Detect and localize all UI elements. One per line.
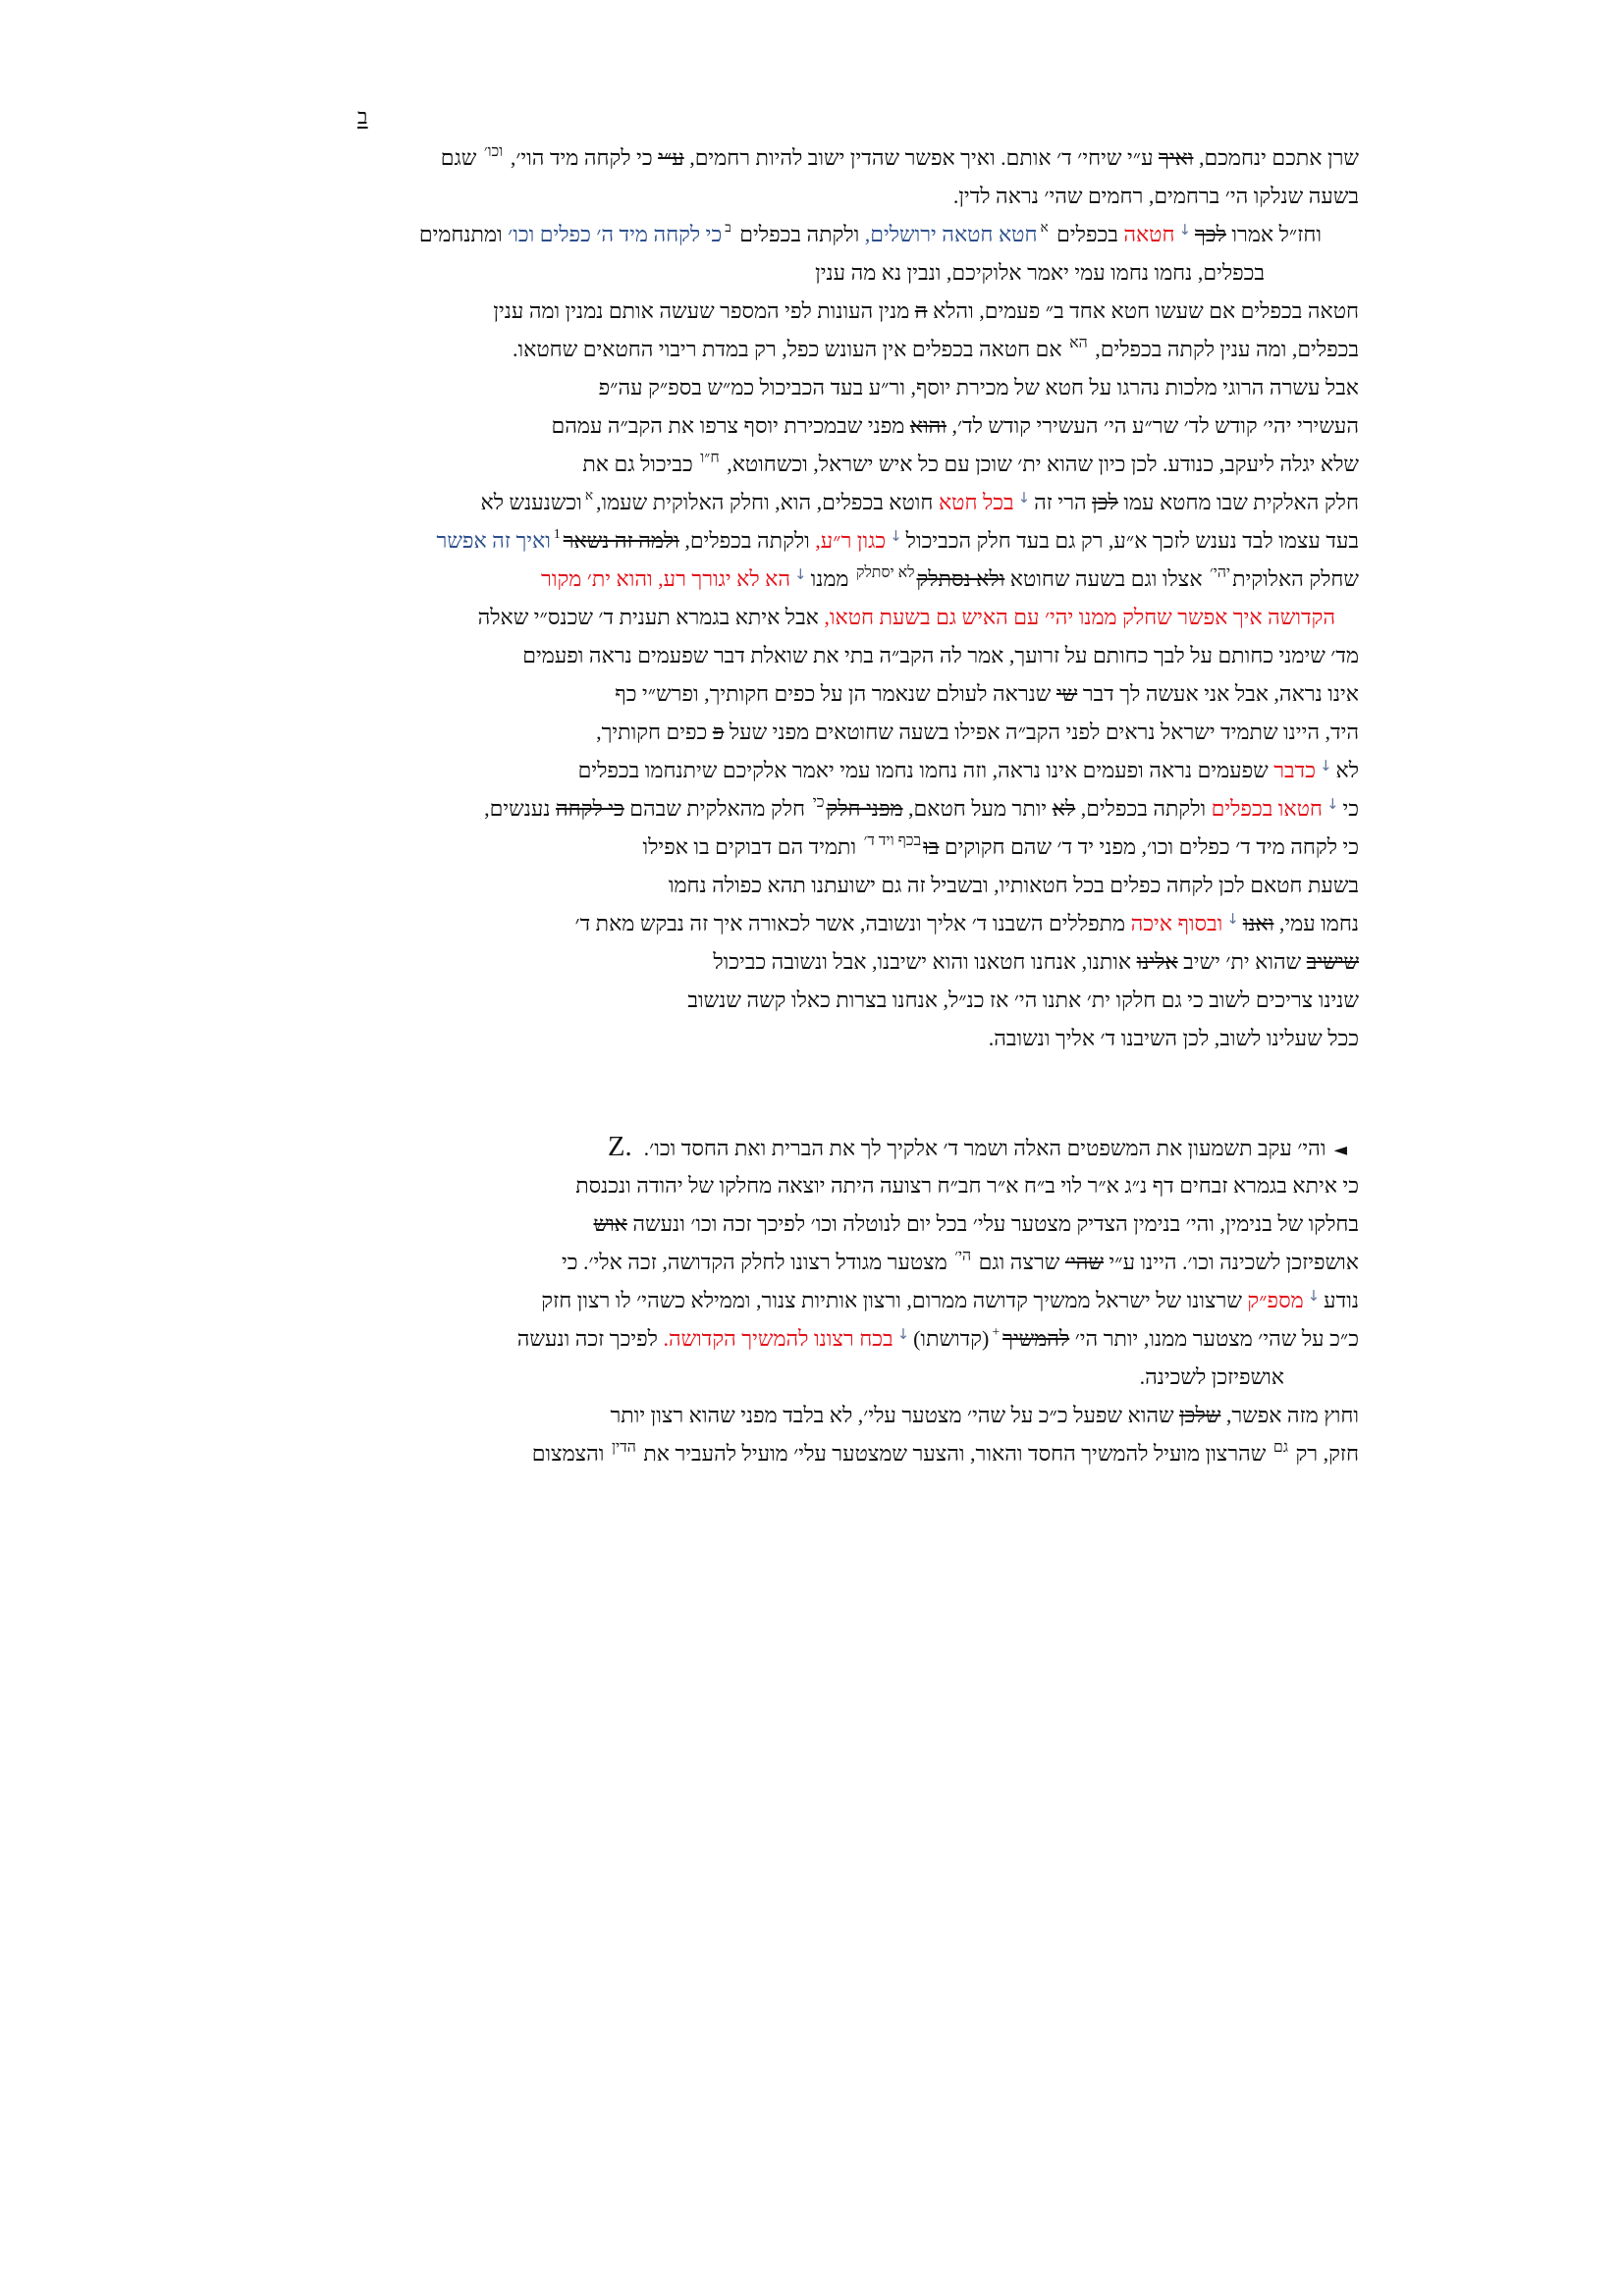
struck-text: ולמה זה נשאר — [563, 528, 679, 553]
text-line — [259, 406, 1359, 445]
text-segment: מנין העונות לפי המספר שעשה אותם נמנין ומה ענין — [493, 298, 915, 323]
struck-text: ואיך — [1159, 145, 1194, 170]
insertion-arrow-icon: ↓ — [1178, 221, 1192, 240]
text-line — [259, 751, 1359, 789]
red-highlighted-text: הקדושה איך אפשר שחלק ממנו יהי׳ עם האיש גם בשעת חטאו, — [824, 605, 1335, 629]
struck-text: מפני חלק — [826, 796, 903, 821]
struck-text: אלינו — [1136, 949, 1178, 974]
text-segment: ולקתה בכפלים — [733, 222, 865, 246]
insertion-arrow-icon: ↓ — [1017, 489, 1031, 507]
footnote-marker: א — [584, 488, 593, 504]
text-segment: ממנו — [810, 566, 854, 591]
inserted-text: גם — [1272, 1438, 1288, 1456]
text-line — [259, 138, 1359, 177]
inserted-text: כי — [812, 793, 825, 811]
page-letter-marker: ב — [357, 104, 368, 129]
text-segment: בכפלים, ומה ענין לקתה בכפלים, — [1089, 337, 1359, 361]
insertion-arrow-icon: ↓ — [890, 527, 902, 546]
text-line — [259, 1128, 1359, 1166]
text-line — [259, 1204, 1359, 1243]
text-segment: ותמיד הם דבוקים בו אפילו — [642, 834, 862, 859]
inserted-text: בכף ויד ד׳ — [863, 831, 922, 849]
margin-letter: Z. — [608, 1132, 632, 1162]
footnote-marker: ב — [725, 220, 731, 236]
red-highlighted-text: מספ״ק — [1247, 1288, 1304, 1312]
text-segment: אצלו וגם בשעה שחוטא — [1004, 566, 1209, 591]
text-segment: כ״כ על שהי׳ מצטער ממנו, יותר הי׳ — [1069, 1326, 1359, 1351]
text-segment: נענשים, — [484, 796, 556, 821]
struck-text: שהי׳ — [1064, 1250, 1104, 1274]
text-segment: כי איתא בגמרא זבחים דף נ״ג א״ר לוי ב״ח א״ר חב״ח רצועה היתה יוצאה מחלקו של יהודה ונכנסת — [575, 1173, 1359, 1198]
struck-text: בו — [923, 834, 940, 859]
text-segment: שחלק האלוקית — [1232, 566, 1359, 591]
blue-highlighted-text: ואיך זה אפשר — [436, 528, 551, 553]
struck-text: פ — [712, 720, 725, 744]
text-segment: מצטער מגודל רצונו לחלק הקדושה, זכה אלי׳. כי — [561, 1250, 953, 1274]
text-segment: חזק, רק — [1289, 1441, 1359, 1466]
struck-text: שי — [1055, 681, 1078, 706]
text-segment: נחמו עמי, — [1273, 911, 1359, 935]
text-line — [259, 1396, 1359, 1434]
text-line — [259, 981, 1359, 1019]
text-segment: בחלקו של בנימין, והי׳ בנימין הצדיק מצטער עלי׳ בכל יום לנוטלה וכו׳ לפיכך זכה וכו׳ ונעשה — [626, 1211, 1359, 1236]
insertion-arrow-icon: ↓ — [1307, 1287, 1321, 1306]
text-segment: ככל שעלינו לשוב, לכן השיבנו ד׳ אליך ונשובה. — [988, 1026, 1359, 1050]
blue-highlighted-text: כי לקחה מיד ה׳ כפלים וכו׳ — [508, 222, 723, 246]
text-segment: שהרצון מועיל להמשיך החסד והאור, והצער שמצטער עלי׳ מועיל להעביר את — [637, 1441, 1271, 1466]
text-segment: והי׳ עקב תשמעון את המשפטים האלה ושמר ד׳ אלקיך לך את הברית ואת החסד וכו׳. — [643, 1136, 1326, 1160]
text-line — [259, 636, 1359, 674]
text-segment: שנינו צריכים לשוב כי גם חלקו ית׳ אתנו הי׳ אז כנ״ל, אנחנו בצרות כאלו קשה שנשוב — [687, 988, 1359, 1012]
text-segment: וחוץ מזה אפשר, — [1220, 1403, 1359, 1427]
struck-text: שישיב — [1306, 949, 1359, 974]
text-segment: חטאה בכפלים אם שעשו חטא אחד ב״ פעמים, והלא — [927, 298, 1359, 323]
struck-text: אוש — [593, 1211, 627, 1236]
text-segment: כי לקחה מיד ד׳ כפלים וכו׳, מפני יד ד׳ שהם חקוקים — [939, 834, 1359, 859]
text-segment: מתפללים השבנו ד׳ אליך ונשובה, אשר לכאורה איך זה נבקש מאת ד׳ — [574, 911, 1131, 935]
red-highlighted-text: כדבר — [1273, 758, 1316, 782]
text-line — [259, 330, 1359, 368]
text-line — [259, 560, 1359, 598]
text-segment: בכפלים — [1051, 222, 1124, 246]
text-segment: שפעמים נראה ופעמים אינו נראה, וזה נחמו נחמו עמי יאמר אלקיכם שיתנחמו בכפלים — [577, 758, 1274, 782]
text-segment: ולקתה בכפלים, — [678, 528, 816, 553]
text-line — [259, 1434, 1359, 1472]
struck-text: ולא נסתלק — [916, 566, 1005, 591]
text-segment: אושפיזכן לשכינה וכו׳. היינו ע״י — [1103, 1250, 1359, 1274]
text-segment: שהוא שפעל כ״כ על שהי׳ מצטער עלי׳, לא בלבד מפני שהוא רצון יותר — [610, 1403, 1180, 1427]
inserted-text: יהי׳ — [1210, 563, 1231, 581]
struck-text: כי לקחה — [556, 796, 624, 821]
text-segment: וכשנענש לא — [480, 490, 582, 514]
paragraph-block — [259, 1128, 1359, 1472]
text-line — [259, 177, 1359, 215]
struck-text: להמשיך — [1002, 1326, 1070, 1351]
text-line — [259, 368, 1359, 406]
footnote-marker: א — [1040, 220, 1049, 236]
text-segment: יותר מעל חטאם, — [902, 796, 1053, 821]
inserted-text: וכו׳ — [483, 142, 504, 160]
text-segment: ולקתה בכפלים, — [1075, 796, 1212, 821]
struck-text: ואנו — [1242, 911, 1274, 935]
text-segment: שנראה לעולם שנאמר הן על כפים חקותיך, ופרש״י כף — [615, 681, 1056, 706]
struck-text: לכך — [1195, 222, 1226, 246]
text-line — [259, 253, 1359, 292]
inserted-text: לא יסתלק — [855, 563, 915, 581]
footnote-marker: + — [992, 1324, 1001, 1340]
text-line — [259, 215, 1359, 253]
text-segment: כביכול גם את — [582, 452, 699, 476]
text-segment: מפני שבמכירת יוסף צרפו את הקב״ה עמהם — [551, 413, 910, 438]
insertion-arrow-icon: ↓ — [1325, 795, 1339, 814]
text-segment: אם חטאה בכפלים אין העונש כפל, רק במדת ריבוי החטאים שחטאו. — [513, 337, 1068, 361]
text-segment: והצמצום — [531, 1441, 610, 1466]
text-line — [259, 789, 1359, 828]
text-line — [259, 292, 1359, 330]
struck-text: ע״י — [658, 145, 684, 170]
text-line — [259, 942, 1359, 981]
text-line — [259, 1281, 1359, 1319]
blue-highlighted-text: חטא חטאה ירושלים, — [864, 222, 1038, 246]
text-segment: כפים חקותיך, — [596, 720, 713, 744]
struck-text: ה — [914, 298, 928, 323]
text-segment: בשעה שנלקו הי׳ ברחמים, רחמים שהי׳ נראה לדין. — [952, 184, 1359, 208]
text-segment: נודע — [1324, 1288, 1359, 1312]
text-segment: (קדושתו) — [913, 1326, 990, 1351]
text-line — [259, 828, 1359, 866]
text-segment: לא — [1335, 758, 1359, 782]
text-line — [259, 1358, 1359, 1396]
text-line — [259, 598, 1359, 636]
text-segment: כי — [1342, 796, 1359, 821]
paragraph-block — [259, 138, 1359, 1057]
left-triangle-icon: ◄ — [1333, 1141, 1347, 1160]
text-segment: חלק האלקית שבו מחטא עמו — [1117, 490, 1359, 514]
struck-text: שלכן — [1179, 1403, 1221, 1427]
text-segment: שגם — [440, 145, 482, 170]
text-segment: אושפיזכן לשכינה. — [1139, 1364, 1284, 1389]
struck-text: לכן — [1092, 490, 1118, 514]
text-segment: אבל איתא בגמרא תענית ד׳ שכנס״י שאלה — [477, 605, 825, 629]
text-segment: אבל עשרה הרוגי מלכות נהרגו על חטא של מכירת יוסף, ור״ע בעד הכביכול כמ״ש בספ״ק עה״פ — [598, 375, 1359, 400]
struck-text: והוא — [909, 413, 947, 438]
red-highlighted-text: הא לא יגורך רע, והוא ית׳ מקור — [541, 566, 791, 591]
text-line — [259, 521, 1359, 560]
inserted-text: ח״ו — [700, 449, 720, 466]
insertion-arrow-icon: ↓ — [794, 565, 807, 584]
text-segment: שרן אתכם ינחמכם, — [1193, 145, 1359, 170]
text-line — [259, 445, 1359, 483]
text-segment: שהוא ית׳ ישיב — [1177, 949, 1307, 974]
text-segment: בשעת חטאם לכן לקחה כפלים בכל חטאותיו, ובשביל זה גם ישועתנו תהא כפולה נחמו — [668, 873, 1359, 897]
text-line — [259, 904, 1359, 942]
red-highlighted-text: כגון ר״ע, — [815, 528, 887, 553]
text-line — [259, 1319, 1359, 1358]
text-segment: ע״י שיחי׳ ד׳ אותם. ואיך אפשר שהדין ישוב להיות רחמים, — [683, 145, 1160, 170]
text-segment: חלק מהאלקית שבהם — [623, 796, 811, 821]
text-line — [259, 866, 1359, 904]
text-segment: חוטא בכפלים, הוא, וחלק האלוקית שעמו, — [596, 490, 939, 514]
text-line — [259, 1019, 1359, 1057]
inserted-text: הא — [1069, 334, 1088, 351]
struck-text: לא — [1052, 796, 1076, 821]
text-line — [259, 713, 1359, 751]
text-segment: בעד עצמו לבד נענש לזכך א״ע, רק גם בעד חלק הכביכול — [905, 528, 1359, 553]
text-segment: שרצונו של ישראל ממשיך קדושה ממרום, ורצון אותיות צנור, וממילא כשהי׳ לו רצון חזק — [541, 1288, 1248, 1312]
text-segment: היד, היינו שתמיד ישראל נראים לפני הקב״ה אפילו בשעה שחוטאים מפני שעל — [724, 720, 1359, 744]
insertion-arrow-icon: ↓ — [1319, 757, 1332, 775]
inserted-text: הדין — [611, 1438, 636, 1456]
text-segment: בכפלים, נחמו נחמו עמי יאמר אלוקיכם, ונבין נא מה ענין — [815, 260, 1265, 285]
text-segment: אינו נראה, אבל אני אעשה לך דבר — [1077, 681, 1359, 706]
insertion-arrow-icon: ↓ — [1226, 910, 1239, 929]
insertion-arrow-icon: ↓ — [896, 1325, 910, 1344]
red-highlighted-text: בכח רצונו להמשיך הקדושה. — [663, 1326, 893, 1351]
red-highlighted-text: חטאו בכפלים — [1211, 796, 1323, 821]
red-highlighted-text: בכל חטא — [938, 490, 1014, 514]
text-segment: לפיכך זכה ונעשה — [516, 1326, 664, 1351]
red-highlighted-text: חטאה — [1123, 222, 1175, 246]
text-segment: שרצה וגם — [973, 1250, 1065, 1274]
text-segment: שלא יגלה ליעקב, כנודע. לכן כיון שהוא ית׳ שוכן עם כל איש ישראל, וכשחוטא, — [721, 452, 1359, 476]
text-segment: מד׳ שימני כחותם על לבך כחותם על זרועך, אמר לה הקב״ה בתי את שואלת דבר שפעמים נראה ופעמים — [522, 643, 1359, 667]
footnote-marker: 1 — [553, 526, 561, 542]
red-highlighted-text: ובסוף איכה — [1130, 911, 1223, 935]
text-line — [259, 483, 1359, 521]
text-segment: ומתנחמים — [418, 222, 509, 246]
text-segment: כי לקחה מיד הוי׳, — [505, 145, 659, 170]
text-line — [259, 1243, 1359, 1281]
text-segment: אותנו, אנחנו חטאנו והוא ישיבנו, אבל ונשובה כביכול — [713, 949, 1137, 974]
text-segment: וחז״ל אמרו — [1225, 222, 1322, 246]
text-line — [259, 674, 1359, 713]
text-segment: העשירי יהי׳ קודש לד׳ שר״ע הי׳ העשירי קודש לד׳, — [946, 413, 1359, 438]
text-line — [259, 1166, 1359, 1204]
inserted-text: הי׳ — [954, 1247, 972, 1264]
text-segment: הרי זה — [1034, 490, 1093, 514]
